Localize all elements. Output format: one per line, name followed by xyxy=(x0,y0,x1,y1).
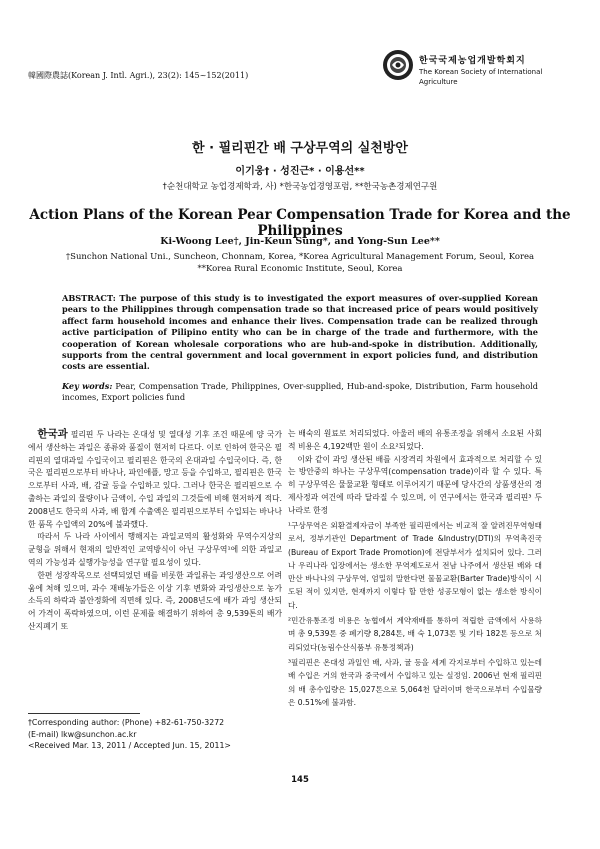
footnote-3: ³필리핀은 온대성 과일인 배, 사과, 귤 등을 세계 각지로부터 수입하고 있는데 배 수입은 거의 한국과 중국에서 수입하고 있는 실정임. 2006년 현재 필리핀의 배 총수입량은 15,027톤으로 5,064천 달러이며 한국으로부터 수입물량은 0.51%에 불과함. xyxy=(288,657,542,707)
affiliation-korean: †순천대학교 농업경제학과, 사) *한국농업경영포럼, **한국농촌경제연구원 xyxy=(162,182,438,192)
society-name-english-line1: The Korean Society of International xyxy=(419,68,543,76)
footnotes xyxy=(288,519,542,711)
body-column-right xyxy=(288,428,542,518)
society-logo-icon xyxy=(382,49,414,81)
keywords xyxy=(62,381,538,404)
abstract: ABSTRACT: The purpose of this study is to investigated the export measures of over-supplied Korean pears to the Philippines through compensation trade so that increased price of pears would positively affect farm household incomes and enhance their lives. Compensation trade can be realized through active participation of Pilipino entity who can be in charge of the trade and furthermore, with the cooperation of Korean wholesale corporations who are hub-and-spoke in distribution. Additionally, supports from the central government and local government in export policies fund, and distribution costs are essential. xyxy=(62,293,538,372)
keywords-label: Key words: xyxy=(62,381,113,391)
page-number: 145 xyxy=(291,775,309,785)
affiliation-english-line1: †Sunchon National Uni., Suncheon, Chonnam, Korea, *Korea Agricultural Management Forum, Seoul, Korea xyxy=(65,252,535,262)
title-korean: 한 · 필리핀간 배 구상무역의 실천방안 xyxy=(192,141,408,156)
body-paragraph: 는 배숙의 원료로 처리되었다. 아울러 배의 유통조정을 위해서 소요된 사회적 비용은 4,192백만 원이 소요²되었다. xyxy=(288,429,542,451)
body-paragraph-text: 필리핀 두 나라는 온대성 및 열대성 기후 조건 때문에 양 국가에서 생산하는 과일은 종류와 품질이 현저히 다르다. 이로 인하여 한국은 필리핀의 열대과일 수입국이고 필리핀은 한국의 온대과일 수입국이다. 즉, 한국은 필리핀으로부터 바나나, 파인애플, 망고 등을 수입하고, 필리핀은 한국으로부터 사과, 배, 감귤 등을 수입하고 있다. 그러나 한국은 필리핀으로 수출하는 과일의 물량이나 금액이, 수입 과일의 그것들에 비해 현저하게 적다. 2008년도 한국의 사과, 배 합계 수출액은 필리핀으로부터 수입되는 바나나 한 품목 수입액의 20%에 불과했다. xyxy=(28,430,282,529)
footnote-divider xyxy=(28,713,140,714)
body-paragraph: 한편 성장작목으로 선택되었던 배를 비롯한 과일류는 과잉생산으로 어려움에 처해 있으며, 과수 재배농가들은 이상 기후 변화와 과잉생산으로 농가소득의 하락과 불안정화에 직면해 있다. 즉, 2008년도에 배가 과잉 생산되어 가격이 폭락하였으며, 이런 문제를 해결하기 위하여 총 9,539톤의 배가 산지폐기 또 xyxy=(28,570,282,631)
society-name-english-line2: Agriculture xyxy=(419,78,458,86)
correspondence-block xyxy=(28,717,231,752)
body-paragraph xyxy=(28,428,282,531)
affiliation-english-line2: **Korea Rural Economic Institute, Seoul, Korea xyxy=(197,264,403,274)
body-lead-word: 한국과 xyxy=(37,428,68,440)
author-email: (E-mail) lkw@sunchon.ac.kr xyxy=(28,729,137,739)
journal-reference: 韓國際農誌(Korean J. Intl. Agri.), 23(2): 145~152(2011) xyxy=(28,71,249,80)
corresponding-author: †Corresponding author: (Phone) +82-61-750-3272 xyxy=(28,718,225,727)
society-name-korean: 한국국제농업개발학회지 xyxy=(419,56,526,66)
body-paragraph: 따라서 두 나라 사이에서 행해지는 과일교역의 활성화와 무역수지상의 균형을 위해서 현재의 일반적인 교역방식이 아닌 구상무역¹에 의한 과일교역의 가능성과 실행가능성을 연구할 필요성이 있다. xyxy=(28,532,282,567)
keywords-text: Pear, Compensation Trade, Philippines, Over-supplied, Hub-and-spoke, Distribution, Farm household incomes, Export policies fund xyxy=(62,381,538,403)
body-paragraph: 이와 같이 과잉 생산된 배를 시장격리 차원에서 효과적으로 처리할 수 있는 방안중의 하나는 구상무역(compensation trade)이라 할 수 있다. 특히 구상무역은 물물교환 형태로 이루어지기 때문에 당사간의 상품생산의 경제사정과 여건에 따라 달라질 수 있으며, 이 연구에서는 한국과 필리핀³ 두 나라로 한정 xyxy=(288,454,542,515)
body-column-left xyxy=(28,428,282,634)
title-english: Action Plans of the Korean Pear Compensation Trade for Korea and the Philippines xyxy=(29,207,571,239)
authors-english: Ki-Woong Lee†, Jin-Keun Sung*, and Yong-Sun Lee** xyxy=(160,236,440,247)
footnote-1: ¹구상무역은 외환결제자금이 부족한 필리핀에서는 비교적 잘 알려진무역형태로서, 정부기관인 Department of Trade &Industry(DTI)의 무역촉진국(Bureau of Export Trade Promotion)에 전담부서가 설치되어 있다. 그러나 우리나라 입장에서는 생소한 무역제도로서 전남 나주에서 생산된 배와 대만산 바나나의 구상무역, 엄밀히 말한다면 물물교환(Barter Trade)방식이 시도된 적이 있지만, 현재까지 이렇다 할 만한 성공모형이 없는 생소한 방식이다. xyxy=(288,521,542,610)
received-accepted-dates: <Received Mar. 13, 2011 / Accepted Jun. 15, 2011> xyxy=(28,741,231,750)
authors-korean: 이기웅† · 성진근* · 이용선** xyxy=(235,166,365,177)
footnote-2: ²민간유통조정 비용은 농협에서 계약재배를 통하여 적립한 금액에서 사용하며 총 9,539톤 중 폐기량 8,284톤, 배 숙 1,073톤 및 기타 182톤 등으로 처리되었다(농림수산식품부 유통정책과) xyxy=(288,616,542,652)
